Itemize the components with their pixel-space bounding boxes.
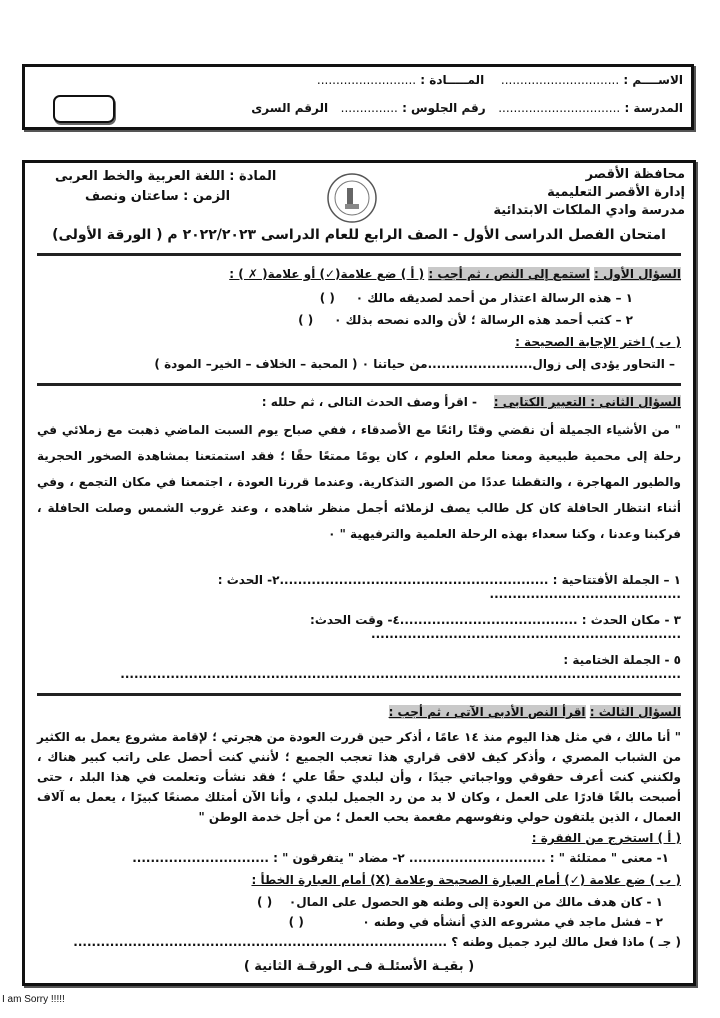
subject-label: المـــــادة : (420, 73, 485, 87)
governorate: محافظة الأقصر (585, 167, 685, 182)
school-name: مدرسة وادي الملكات الابتدائية (493, 203, 685, 218)
footer-note: I am Sorry !!!!! (2, 994, 65, 1005)
seat-number-blank[interactable]: ............... (340, 101, 398, 115)
q1-header (37, 267, 681, 281)
q2-field-opening[interactable]: ١ – الجملة الأفتتاحية : ...........................................................٢- الحدث : .......................................... (217, 573, 681, 601)
seat-number-label: رقم الجلوس : (402, 101, 486, 115)
q1-item (320, 291, 633, 305)
answer-blank[interactable]: ( ) (288, 915, 304, 929)
secret-number-label: الرقم السرى (251, 101, 329, 115)
q3-part-c[interactable]: ( جـ ) ماذا فعل مالك ليرد جميل وطنه ؟ .................................................................................. (73, 935, 681, 949)
answer-blank[interactable]: ( ) (319, 291, 335, 305)
q2-field-closing[interactable]: ٥ - الجملة الختامية : ........................................................................................................................... (120, 653, 681, 681)
q1-instruction: استمع إلى النص ، ثم أجب : (428, 267, 590, 281)
exam-subject: المادة : اللغة العربية والخط العربى (55, 169, 277, 184)
q3-tf-row (257, 895, 663, 909)
q3-part-b: ( ب ) ضع علامة (✓) أمام العبارة الصحيحة وعلامة (X) أمام العبارة الخطأ : (251, 873, 681, 887)
q3-header (37, 705, 681, 719)
divider (37, 253, 681, 256)
q3-extract[interactable]: ١- معنى " ممتلئة " : .............................. ٢- مضاد " يتفرقون " : .............................. (132, 851, 669, 865)
divider (37, 383, 681, 386)
continued-note: ( بقيـة الأسئلـة فـى الورقـة الثانية ) (243, 959, 475, 974)
q1-label: السؤال الأول : (594, 267, 681, 281)
q3-tf-item: ١ - كان هدف مالك من العودة إلى وطنه هو الحصول على المال٠ (288, 895, 663, 909)
q1-part-a: ( أ ) ضع علامة(✓) أو علامة( ✗ ) : (229, 267, 425, 281)
q3-part-a: ( أ ) استخرج من الفقرة : (531, 831, 681, 845)
answer-blank[interactable]: ( ) (298, 313, 314, 327)
q3-tf-row (289, 915, 663, 929)
q2-header (37, 395, 681, 409)
school-seal-icon (325, 171, 379, 225)
q3-passage: " أنا مالك ، في مثل هذا اليوم منذ ١٤ عامًا ، أذكر حين قررت العودة من هجرتي ؛ لإقامة مشروع يعمل به الكثير من الشباب المصري ، وأذكر كيف لاقى قراري هذا تعجب الجميع ؛ لأنني كنت أحصل على راتب كبير هناك ، ولكنني كنت أعرف حقوقي وواجباتي جيدًا ، وأن لبلدي حقًا علي ؛ فقد نشأت وتعلمت في هذا البلد ، حتى أصبحت بالغًا قادرًا على العمل ، وكان لا بد من رد الجميل لبلدي ، وأنا الآن أمتلك مصنعًا كبيرًا ، يعمل به آلاف العمال ، الذين يلتفون حولي ونفوسهم مفعمة بحب العمل ؛ من أجل خدمة الوطن " (37, 730, 682, 824)
answer-blank[interactable]: ( ) (257, 895, 273, 909)
q1-mcq[interactable]: – التحاور يؤدى إلى زوال.......................من حياتنا ٠ ( المحبة – الخلاف – الخير– المودة ) (154, 357, 675, 371)
q1-item (298, 313, 633, 327)
q1-item-text: ٢ – كتب أحمد هذه الرسالة ؛ لأن والده نصحه بذلك ٠ (334, 313, 633, 327)
exam-sheet (22, 160, 696, 986)
exam-time: الزمن : ساعتان ونصف (85, 189, 231, 204)
exam-title: امتحان الفصل الدراسى الأول - الصف الرابع للعام الدراسى ٢٠٢٢/٢٠٢٣ م ( الورقة الأولى) (52, 227, 666, 243)
divider (37, 693, 681, 696)
administration: إدارة الأقصر التعليمية (547, 185, 685, 200)
name-field (317, 73, 683, 87)
school-field (251, 101, 683, 115)
q2-passage: " من الأشياء الجميلة أن نقضي وقتًا رائعًا مع الأصدقاء ، ففي صباح يوم السبت الماضي ذهبت مع زملائي في رحلة إلى محمية طبيعية ومعنا معلم العلوم ، كان يومًا ممتعًا حقًا ؛ فقد استمتعنا بمشاهدة الصخور الحجرية والطيور المهاجرة ، والتقطنا عددًا من الصور التذكارية. وعندما قررنا العودة ، اجتمعنا في مكان التجمع ، وفي أثناء انتظار الحافلة كان كل طالب يصف لزملائه أجمل منظر شاهده ، وعند غروب الشمس وصلت الحافلة ، فركبنا وعدنا ، وكنا سعداء بهذه الرحلة العلمية والترفيهية " ٠ (37, 423, 681, 541)
name-blank[interactable]: ............................... (500, 73, 620, 87)
school-blank[interactable]: ................................ (498, 101, 621, 115)
q3-instruction: اقرأ النص الأدبى الآتى ، ثم أجب : (388, 705, 586, 719)
school-label: المدرسة : (624, 101, 683, 115)
q2-label: السؤال الثانى : التعبير الكتابى : (493, 395, 681, 409)
secret-number-box[interactable] (53, 95, 115, 123)
q1-part-b: ( ب ) اختر الإجابة الصحيحة : (515, 335, 681, 349)
q2-field-place[interactable]: ٣ - مكان الحدث : .......................................٤- وقت الحدث: .................................................................... (310, 613, 681, 641)
q2-instruction: - اقرأ وصف الحدث التالى ، ثم حلله : (261, 395, 478, 409)
q3-label: السؤال الثالث : (589, 705, 681, 719)
q3-tf-item: ٢ – فشل ماجد في مشروعه الذي أنشأه في وطنه ٠ (362, 915, 663, 929)
name-label: الاســــم : (623, 73, 683, 87)
student-info-box (22, 64, 694, 130)
q1-item-text: ١ – هذه الرسالة اعتذار من أحمد لصديقه مالك ٠ (355, 291, 633, 305)
subject-blank[interactable]: .......................... (316, 73, 417, 87)
